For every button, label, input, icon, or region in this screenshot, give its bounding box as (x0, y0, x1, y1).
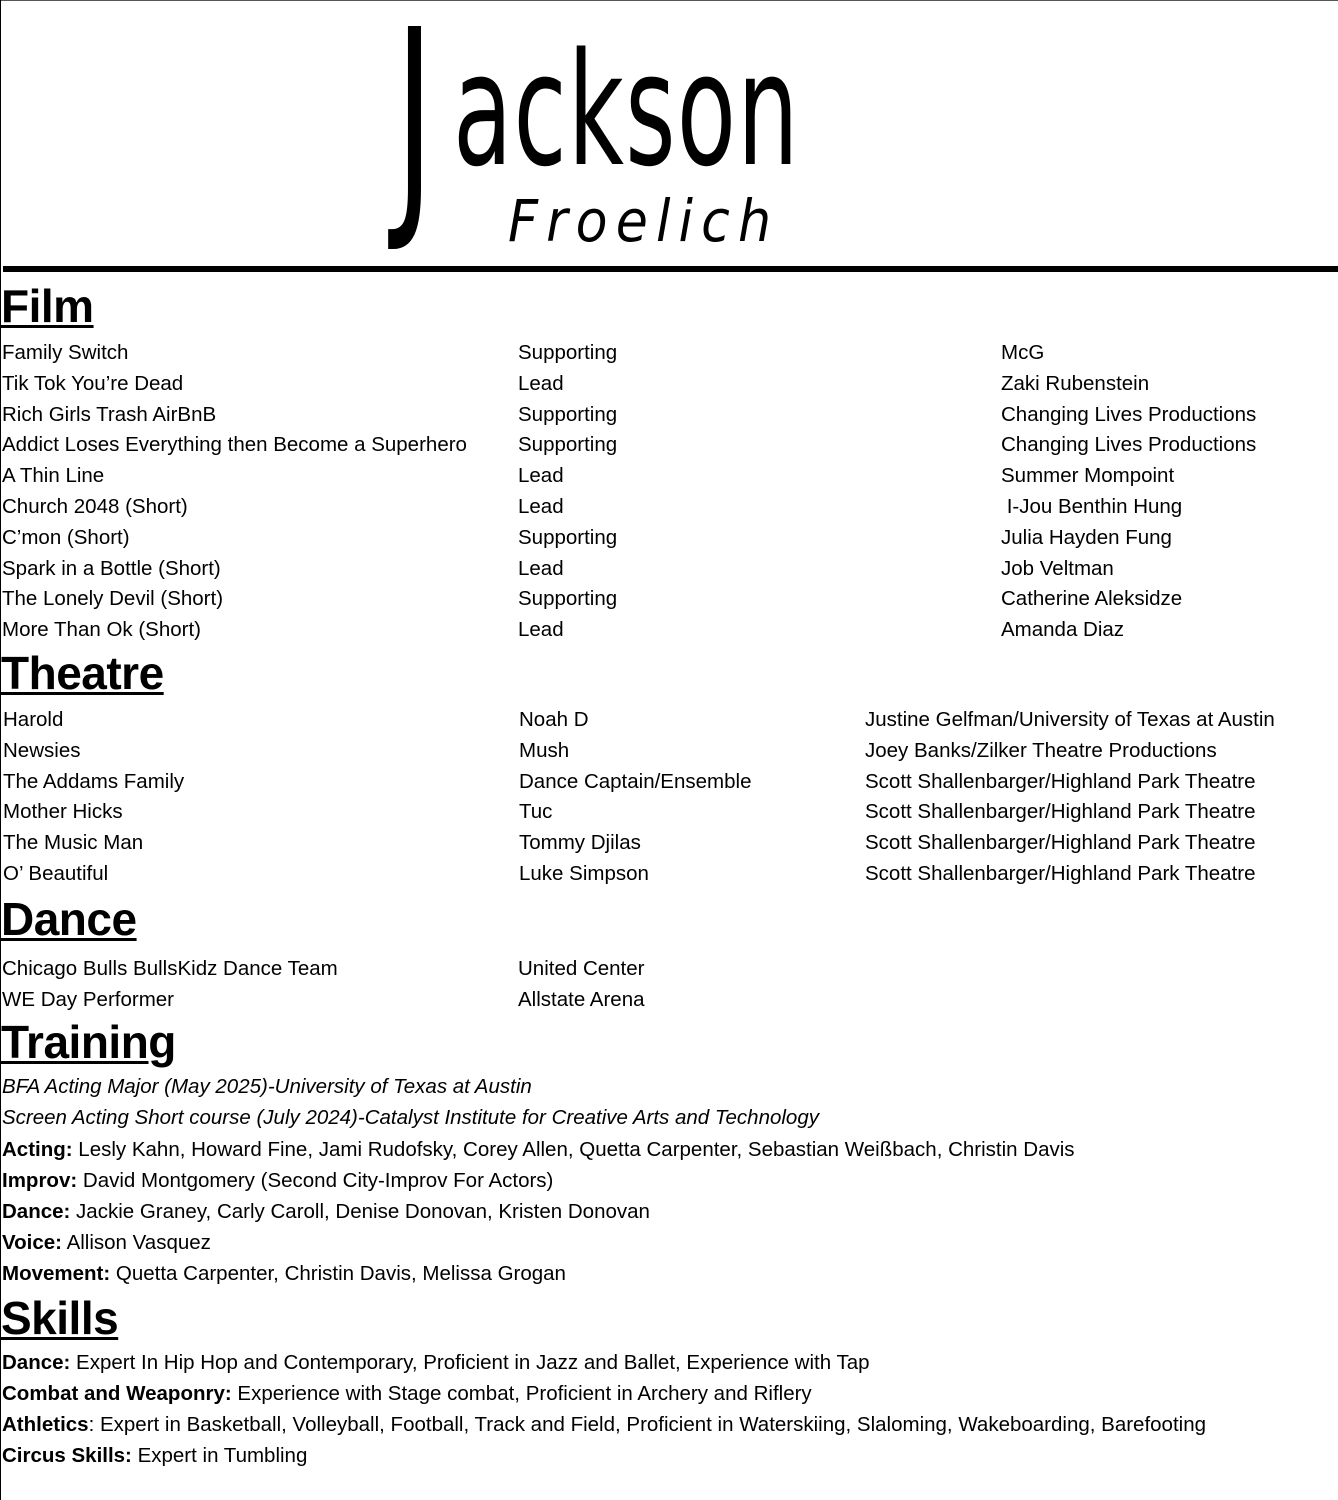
theatre-credit-role: Noah D (519, 708, 589, 731)
film-credit-director: Julia Hayden Fung (1001, 525, 1172, 549)
film-credit-role: Supporting (518, 525, 618, 549)
film-credit-role: Lead (518, 556, 564, 580)
training-acting (2, 1138, 1075, 1162)
skill-text: : Expert in Basketball, Volleyball, Football, Track and Field, Proficient in Waterskiing, Slaloming, Wakeboarding, Barefooting (88, 1413, 1206, 1436)
theatre-credit-director: Joey Banks/Zilker Theatre Productions (865, 738, 1217, 762)
theatre-credit-director: Scott Shallenbarger/Highland Park Theatre (865, 800, 1256, 824)
film-credit-role: Supporting (518, 433, 618, 457)
skill-label: Combat and Weaponry: (2, 1382, 232, 1405)
film-credit-role: Supporting (518, 402, 618, 426)
training-dance (2, 1200, 650, 1224)
film-credit-role: Lead (518, 371, 564, 395)
last-name: Froelich (508, 187, 780, 255)
film-credit-director: Summer Mompoint (1001, 464, 1175, 488)
training-text: Jackie Graney, Carly Caroll, Denise Donovan, Kristen Donovan (70, 1200, 650, 1223)
film-credit-director: Changing Lives Productions (1001, 433, 1257, 457)
film-credit-row (0, 526, 1338, 556)
theatre-credit-row (0, 862, 1338, 892)
training-voice (2, 1231, 211, 1255)
film-credit-title: A Thin Line (2, 464, 105, 488)
skills-dance (2, 1351, 870, 1375)
page-top-border (0, 0, 1338, 1)
theatre-credit-director: Justine Gelfman/University of Texas at Austin (865, 708, 1275, 731)
dance-credit-row (0, 988, 1338, 1018)
training-degree: BFA Acting Major (May 2025)-University of Texas at Austin (2, 1075, 532, 1098)
training-label: Improv: (2, 1169, 78, 1192)
training-label: Movement: (2, 1262, 111, 1285)
training-label: Dance: (2, 1200, 71, 1223)
film-credit-title: Family Switch (2, 341, 129, 364)
dance-credit-title: WE Day Performer (2, 987, 174, 1011)
dance-credit-title: Chicago Bulls BullsKidz Dance Team (2, 957, 338, 980)
training-short-course: Screen Acting Short course (July 2024)-Catalyst Institute for Creative Arts and Technology (2, 1106, 819, 1129)
theatre-credit-row (0, 708, 1338, 738)
film-credit-row (0, 464, 1338, 494)
film-credit-title: More Than Ok (Short) (2, 618, 201, 642)
film-credit-director: Amanda Diaz (1001, 618, 1125, 642)
skills-circus (2, 1444, 307, 1468)
training-text: Allison Vasquez (62, 1231, 211, 1254)
film-credit-title: Church 2048 (Short) (2, 495, 188, 518)
film-credit-row (0, 372, 1338, 402)
skill-label: Dance: (2, 1351, 71, 1374)
skill-text: Experience with Stage combat, Proficient in Archery and Riflery (231, 1382, 812, 1405)
film-credit-role: Lead (518, 618, 564, 642)
first-name-rest: ackson (453, 19, 800, 201)
film-credit-role: Lead (518, 495, 564, 518)
theatre-credit-row (0, 800, 1338, 830)
theatre-credit-title: Harold (3, 708, 64, 731)
name-initial: J (395, 0, 434, 258)
skill-label: Circus Skills: (2, 1444, 132, 1467)
theatre-credit-row (0, 770, 1338, 800)
film-credit-director: McG (1001, 341, 1045, 364)
film-credit-role: Supporting (518, 587, 618, 611)
skills-athletics (2, 1413, 1206, 1437)
film-credit-row (0, 433, 1338, 463)
theatre-credit-director: Scott Shallenbarger/Highland Park Theatre (865, 831, 1256, 855)
dance-credit-venue: United Center (518, 957, 645, 980)
film-credit-director: Job Veltman (1001, 556, 1114, 580)
skills-heading: Skills (1, 1292, 119, 1344)
film-credit-title: Rich Girls Trash AirBnB (2, 402, 217, 426)
film-credit-row (0, 557, 1338, 587)
film-credit-row (0, 495, 1338, 525)
film-credit-director: Changing Lives Productions (1001, 402, 1257, 426)
theatre-heading: Theatre (1, 647, 164, 699)
training-text: Quetta Carpenter, Christin Davis, Melissa Grogan (110, 1262, 566, 1285)
dance-heading: Dance (1, 893, 137, 945)
theatre-credit-title: Mother Hicks (3, 800, 123, 824)
film-credit-role: Supporting (518, 341, 618, 364)
film-credit-role: Lead (518, 464, 564, 488)
theatre-credit-title: The Music Man (3, 831, 144, 855)
film-credit-title: Tik Tok You’re Dead (2, 371, 184, 395)
theatre-credit-role: Tuc (519, 800, 553, 824)
dance-credit-venue: Allstate Arena (518, 987, 645, 1011)
theatre-credit-title: O’ Beautiful (3, 862, 109, 885)
theatre-credit-row (0, 831, 1338, 861)
film-credit-row (0, 618, 1338, 648)
training-label: Acting: (2, 1138, 73, 1161)
skill-text: Expert In Hip Hop and Contemporary, Proficient in Jazz and Ballet, Experience with Tap (70, 1351, 870, 1374)
theatre-credit-row (0, 739, 1338, 769)
film-credit-title: C’mon (Short) (2, 525, 130, 549)
film-credit-director: Zaki Rubenstein (1001, 371, 1150, 395)
skill-text: Expert in Tumbling (131, 1444, 308, 1467)
skill-label: Athletics (2, 1413, 89, 1436)
theatre-credit-role: Tommy Djilas (519, 831, 641, 855)
skills-combat (2, 1382, 812, 1406)
film-credit-row (0, 403, 1338, 433)
training-text: Lesly Kahn, Howard Fine, Jami Rudofsky, Corey Allen, Quetta Carpenter, Sebastian Weißbach, Christin Davis (72, 1138, 1075, 1161)
training-movement (2, 1262, 566, 1286)
film-heading: Film (1, 280, 94, 332)
header-divider (3, 266, 1338, 272)
name-logo (395, 0, 835, 260)
dance-credit-row (0, 957, 1338, 987)
training-heading: Training (1, 1016, 176, 1068)
theatre-credit-director: Scott Shallenbarger/Highland Park Theatre (865, 769, 1256, 793)
film-credit-title: The Lonely Devil (Short) (2, 587, 224, 611)
training-label: Voice: (2, 1231, 62, 1254)
theatre-credit-role: Luke Simpson (519, 862, 649, 885)
film-credit-row (0, 587, 1338, 617)
film-credit-row (0, 341, 1338, 371)
film-credit-director: I-Jou Benthin Hung (1001, 495, 1183, 518)
film-credit-title: Spark in a Bottle (Short) (2, 556, 221, 580)
film-credit-title: Addict Loses Everything then Become a Superhero (2, 433, 467, 457)
theatre-credit-title: Newsies (3, 738, 81, 762)
theatre-credit-director: Scott Shallenbarger/Highland Park Theatre (865, 862, 1256, 885)
film-credit-director: Catherine Aleksidze (1001, 587, 1183, 611)
training-text: David Montgomery (Second City-Improv For Actors) (77, 1169, 554, 1192)
training-improv (2, 1169, 553, 1193)
theatre-credit-role: Dance Captain/Ensemble (519, 769, 752, 793)
theatre-credit-role: Mush (519, 738, 570, 762)
theatre-credit-title: The Addams Family (3, 769, 185, 793)
